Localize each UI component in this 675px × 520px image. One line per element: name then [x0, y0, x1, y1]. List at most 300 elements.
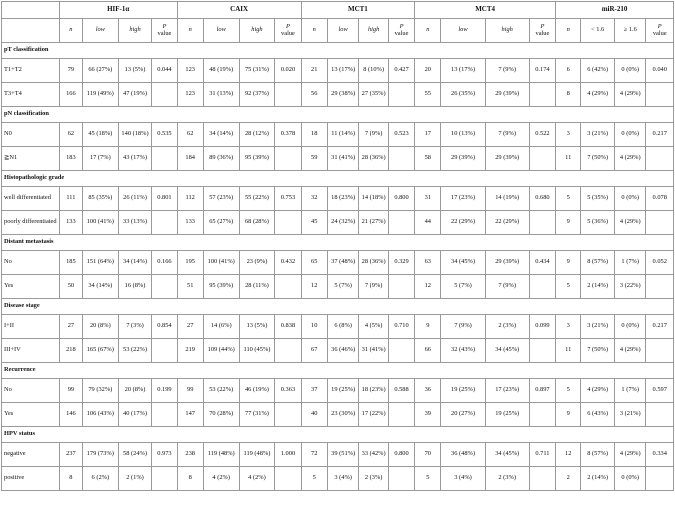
table-cell: 18 — [301, 123, 327, 147]
subheader-p-value-caix — [275, 19, 301, 43]
table-cell: 7 (50%) — [581, 339, 615, 363]
table-row — [2, 59, 674, 83]
table-row — [2, 275, 674, 299]
table-cell: 12 — [556, 443, 581, 467]
table-cell: 20 — [415, 59, 441, 83]
table-cell: 0.854 — [152, 315, 177, 339]
table-cell: 6 (43%) — [581, 403, 615, 427]
table-row — [2, 123, 674, 147]
table-cell: 29 (39%) — [485, 251, 529, 275]
table-cell: 6 (42%) — [581, 59, 615, 83]
table-cell: 9 — [556, 403, 581, 427]
table-cell: 11 — [556, 147, 581, 171]
p-letter: P — [540, 22, 545, 30]
group-header-mct1: MCT1 — [301, 2, 415, 19]
table-cell: 28 (11%) — [239, 275, 275, 299]
table-cell: 5 (36%) — [581, 211, 615, 235]
section-title: Distant metastasis — [2, 235, 674, 251]
subheader-low-caix: low — [203, 19, 239, 43]
table-cell: 4 (29%) — [581, 379, 615, 403]
table-cell: 2 (3%) — [359, 467, 388, 491]
table-cell: 28 (12%) — [239, 123, 275, 147]
table-cell: 28 (36%) — [359, 251, 388, 275]
table-cell: 95 (39%) — [203, 275, 239, 299]
table-cell: 33 (13%) — [118, 211, 152, 235]
p-letter: P — [399, 22, 404, 30]
subheader-high-hif1a: high — [118, 19, 152, 43]
table-row — [2, 379, 674, 403]
table-cell: 68 (28%) — [239, 211, 275, 235]
section-row — [2, 43, 674, 59]
section-row — [2, 427, 674, 443]
subheader-p-value-mct1 — [388, 19, 414, 43]
table-cell: 53 (22%) — [118, 339, 152, 363]
p-letter: P — [162, 22, 167, 30]
table-cell: 19 (25%) — [485, 403, 529, 427]
subheader-n-hif1a: n — [59, 19, 82, 43]
table-cell: 43 (17%) — [118, 147, 152, 171]
section-row — [2, 235, 674, 251]
section-row — [2, 299, 674, 315]
table-cell: 16 (8%) — [118, 275, 152, 299]
table-cell: 0.973 — [152, 443, 177, 467]
table-cell: 3 (22%) — [614, 275, 646, 299]
table-cell: 2 — [556, 467, 581, 491]
table-cell: 9 — [556, 211, 581, 235]
table-cell: 34 (14%) — [203, 123, 239, 147]
table-cell — [646, 403, 674, 427]
table-cell: 77 (31%) — [239, 403, 275, 427]
table-cell: 0.432 — [275, 251, 301, 275]
table-cell: 7 (3%) — [118, 315, 152, 339]
table-cell — [529, 467, 555, 491]
table-cell: 31 — [415, 187, 441, 211]
table-cell: 100 (41%) — [203, 251, 239, 275]
table-cell: 0.217 — [646, 123, 674, 147]
table-cell: 6 — [556, 59, 581, 83]
table-cell: 8 (57%) — [581, 443, 615, 467]
table-cell — [529, 403, 555, 427]
table-row — [2, 467, 674, 491]
table-cell: 0.378 — [275, 123, 301, 147]
table-cell — [529, 275, 555, 299]
table-cell: 238 — [177, 443, 203, 467]
table-cell: 27 — [177, 315, 203, 339]
table-cell — [275, 467, 301, 491]
table-cell: 65 — [301, 251, 327, 275]
table-cell: 0 (0%) — [614, 315, 646, 339]
header-row-subcolumns — [2, 19, 674, 43]
table-cell: 14 (6%) — [203, 315, 239, 339]
table-cell: 34 (45%) — [485, 339, 529, 363]
table-cell: 0.099 — [529, 315, 555, 339]
table-cell: 51 — [177, 275, 203, 299]
table-cell: 34 (45%) — [485, 443, 529, 467]
table-cell: 0.535 — [152, 123, 177, 147]
table-cell: 13 (17%) — [441, 59, 485, 83]
table-cell: 18 (23%) — [359, 379, 388, 403]
table-cell: 0 (0%) — [614, 467, 646, 491]
table-cell — [388, 467, 414, 491]
table-cell: 4 (29%) — [614, 147, 646, 171]
table-cell — [275, 339, 301, 363]
table-cell: 5 — [556, 379, 581, 403]
table-cell: 4 (2%) — [203, 467, 239, 491]
table-cell: 0.078 — [646, 187, 674, 211]
section-title: Histopathologic grade — [2, 171, 674, 187]
table-cell: 72 — [301, 443, 327, 467]
table-cell: 56 — [301, 83, 327, 107]
table-cell: 6 (8%) — [327, 315, 359, 339]
table-cell: 23 (9%) — [239, 251, 275, 275]
subheader-high-mct1: high — [359, 19, 388, 43]
table-row — [2, 403, 674, 427]
table-cell: 7 (9%) — [359, 275, 388, 299]
corner-cell — [2, 2, 60, 19]
table-cell: 0 (0%) — [614, 59, 646, 83]
table-cell: 55 — [415, 83, 441, 107]
table-cell: 12 — [415, 275, 441, 299]
table-cell: 146 — [59, 403, 82, 427]
table-cell: 29 (39%) — [485, 83, 529, 107]
value-word: value — [394, 29, 409, 37]
table-row — [2, 83, 674, 107]
table-cell: 0.680 — [529, 187, 555, 211]
table-cell: 5 (7%) — [327, 275, 359, 299]
table-cell: 46 (19%) — [239, 379, 275, 403]
table-cell: 100 (41%) — [82, 211, 118, 235]
table-cell: 9 — [415, 315, 441, 339]
table-cell: 26 (35%) — [441, 83, 485, 107]
table-cell: 119 (49%) — [82, 83, 118, 107]
table-cell: 65 (27%) — [203, 211, 239, 235]
table-cell: 110 (45%) — [239, 339, 275, 363]
table-cell — [388, 211, 414, 235]
table-cell: 0.897 — [529, 379, 555, 403]
table-cell: 36 — [415, 379, 441, 403]
subheader-n-mct4: n — [415, 19, 441, 43]
table-cell: 79 — [59, 59, 82, 83]
table-cell: 3 (21%) — [614, 403, 646, 427]
table-cell: 4 (2%) — [239, 467, 275, 491]
table-cell: 48 (19%) — [203, 59, 239, 83]
table-cell: 4 (29%) — [614, 443, 646, 467]
table-cell: 20 (8%) — [118, 379, 152, 403]
subheader-low-mct4: low — [441, 19, 485, 43]
row-label: positive — [2, 467, 60, 491]
table-cell: 0.166 — [152, 251, 177, 275]
table-cell — [152, 147, 177, 171]
table-cell — [388, 275, 414, 299]
table-cell: 179 (73%) — [82, 443, 118, 467]
row-label: Yes — [2, 275, 60, 299]
table-cell: 109 (44%) — [203, 339, 239, 363]
table-row — [2, 211, 674, 235]
table-cell — [275, 83, 301, 107]
section-title: Recurrence — [2, 363, 674, 379]
table-cell: 8 — [177, 467, 203, 491]
table-cell: 95 (39%) — [239, 147, 275, 171]
table-cell: 39 — [415, 403, 441, 427]
subheader-high-mct4: high — [485, 19, 529, 43]
table-cell: 0.427 — [388, 59, 414, 83]
table-cell — [646, 467, 674, 491]
table-cell — [275, 403, 301, 427]
row-label: ≧N1 — [2, 147, 60, 171]
table-cell: 24 (32%) — [327, 211, 359, 235]
table-cell: 0.329 — [388, 251, 414, 275]
table-cell: 21 (27%) — [359, 211, 388, 235]
table-cell: 47 (19%) — [118, 83, 152, 107]
table-cell: 4 (29%) — [581, 83, 615, 107]
table-cell: 63 — [415, 251, 441, 275]
table-cell: 5 — [556, 275, 581, 299]
value-word: value — [652, 29, 667, 37]
table-cell: 31 (13%) — [203, 83, 239, 107]
table-cell: 3 — [556, 123, 581, 147]
table-cell: 34 (45%) — [441, 251, 485, 275]
table-cell: 19 (25%) — [327, 379, 359, 403]
table-cell: 12 — [301, 275, 327, 299]
table-cell: 8 — [556, 83, 581, 107]
table-cell: 13 (5%) — [118, 59, 152, 83]
table-cell: 0.710 — [388, 315, 414, 339]
table-cell — [388, 403, 414, 427]
table-cell: 26 (11%) — [118, 187, 152, 211]
table-cell: 13 (17%) — [327, 59, 359, 83]
table-cell — [152, 275, 177, 299]
table-cell: 8 (10%) — [359, 59, 388, 83]
table-cell: 166 — [59, 83, 82, 107]
table-cell: 23 (30%) — [327, 403, 359, 427]
table-cell: 218 — [59, 339, 82, 363]
corner-cell — [2, 19, 60, 43]
table-cell: 85 (35%) — [82, 187, 118, 211]
table-cell: 67 — [301, 339, 327, 363]
table-cell — [646, 83, 674, 107]
table-cell: 1 (7%) — [614, 251, 646, 275]
table-cell — [388, 339, 414, 363]
table-cell — [152, 339, 177, 363]
table-row — [2, 251, 674, 275]
table-cell: 5 (7%) — [441, 275, 485, 299]
table-body — [2, 43, 674, 491]
table-row — [2, 315, 674, 339]
row-label: No — [2, 379, 60, 403]
table-cell: 3 (21%) — [581, 315, 615, 339]
table-cell — [388, 83, 414, 107]
section-title: HPV status — [2, 427, 674, 443]
table-cell: 185 — [59, 251, 82, 275]
subheader-p-value-mir210 — [646, 19, 674, 43]
table-cell: 0.434 — [529, 251, 555, 275]
table-cell: 18 (23%) — [327, 187, 359, 211]
table-cell: 147 — [177, 403, 203, 427]
results-table — [1, 1, 674, 491]
table-cell: 32 — [301, 187, 327, 211]
group-header-mct4: MCT4 — [415, 2, 556, 19]
table-cell: 0 (0%) — [614, 123, 646, 147]
row-label: I+II — [2, 315, 60, 339]
table-cell: 0.753 — [275, 187, 301, 211]
table-row — [2, 443, 674, 467]
table-cell: 57 (23%) — [203, 187, 239, 211]
row-label: well differentiated — [2, 187, 60, 211]
table-cell: 89 (36%) — [203, 147, 239, 171]
table-cell: 70 — [415, 443, 441, 467]
table-cell: 0.174 — [529, 59, 555, 83]
section-title: pT classification — [2, 43, 674, 59]
table-cell: 6 (2%) — [82, 467, 118, 491]
table-cell: 3 (21%) — [581, 123, 615, 147]
value-word: value — [535, 29, 550, 37]
table-cell: 44 — [415, 211, 441, 235]
table-cell: 1.000 — [275, 443, 301, 467]
row-label: negative — [2, 443, 60, 467]
table-cell: 50 — [59, 275, 82, 299]
p-letter: P — [657, 22, 662, 30]
table-cell: 34 (14%) — [118, 251, 152, 275]
table-cell: 0.800 — [388, 187, 414, 211]
table-cell: 133 — [177, 211, 203, 235]
section-row — [2, 363, 674, 379]
table-cell: 9 — [556, 251, 581, 275]
table-cell — [529, 211, 555, 235]
table-cell: 34 (14%) — [82, 275, 118, 299]
subheader-low-mct1: low — [327, 19, 359, 43]
row-label: Yes — [2, 403, 60, 427]
table-cell: 0.522 — [529, 123, 555, 147]
table-cell: 2 (3%) — [485, 467, 529, 491]
table-cell: 184 — [177, 147, 203, 171]
table-cell: 4 (5%) — [359, 315, 388, 339]
table-cell: 31 (41%) — [327, 147, 359, 171]
table-cell: 219 — [177, 339, 203, 363]
table-cell — [646, 211, 674, 235]
table-cell: 5 — [301, 467, 327, 491]
table-cell: 0.020 — [275, 59, 301, 83]
table-cell: 140 (18%) — [118, 123, 152, 147]
table-cell — [152, 211, 177, 235]
table-cell: 20 (27%) — [441, 403, 485, 427]
table-cell: 33 (42%) — [359, 443, 388, 467]
row-label: No — [2, 251, 60, 275]
table-cell: 37 — [301, 379, 327, 403]
table-cell: 4 (29%) — [614, 211, 646, 235]
row-label: T1+T2 — [2, 59, 60, 83]
table-cell: 40 — [301, 403, 327, 427]
subheader-n-mir210: n — [556, 19, 581, 43]
table-cell: 0 (0%) — [614, 187, 646, 211]
table-cell — [275, 211, 301, 235]
table-cell: 5 (35%) — [581, 187, 615, 211]
table-cell — [646, 147, 674, 171]
table-cell: 70 (28%) — [203, 403, 239, 427]
table-cell: 0.800 — [388, 443, 414, 467]
table-cell: 19 (25%) — [441, 379, 485, 403]
table-cell: 22 (29%) — [441, 211, 485, 235]
table-cell: 3 (4%) — [327, 467, 359, 491]
table-cell: 4 (29%) — [614, 83, 646, 107]
table-cell: 29 (39%) — [441, 147, 485, 171]
table-cell: 17 (7%) — [82, 147, 118, 171]
table-cell: 165 (67%) — [82, 339, 118, 363]
table-cell: 123 — [177, 59, 203, 83]
value-word: value — [281, 29, 295, 37]
section-title: Disease stage — [2, 299, 674, 315]
table-cell: 75 (31%) — [239, 59, 275, 83]
table-cell — [152, 83, 177, 107]
row-label: T3+T4 — [2, 83, 60, 107]
table-cell: 55 (22%) — [239, 187, 275, 211]
table-cell: 27 — [59, 315, 82, 339]
table-cell: 14 (18%) — [359, 187, 388, 211]
table-cell: 0.588 — [388, 379, 414, 403]
table-cell — [152, 467, 177, 491]
table-cell: 119 (48%) — [239, 443, 275, 467]
table-cell: 106 (43%) — [82, 403, 118, 427]
table-cell: 13 (5%) — [239, 315, 275, 339]
table-cell: 36 (46%) — [327, 339, 359, 363]
table-cell: 0.052 — [646, 251, 674, 275]
table-cell: 111 — [59, 187, 82, 211]
table-cell: 0.044 — [152, 59, 177, 83]
table-cell: 0.801 — [152, 187, 177, 211]
subheader-low-mir210: < 1.6 — [581, 19, 615, 43]
table-cell: 112 — [177, 187, 203, 211]
subheader-n-mct1: n — [301, 19, 327, 43]
group-header-mir210: miR-210 — [556, 2, 674, 19]
table-cell: 10 (13%) — [441, 123, 485, 147]
table-cell — [388, 147, 414, 171]
section-title: pN classification — [2, 107, 674, 123]
table-cell: 0.711 — [529, 443, 555, 467]
table-cell: 17 (23%) — [485, 379, 529, 403]
table-cell: 21 — [301, 59, 327, 83]
table-cell: 4 (29%) — [614, 339, 646, 363]
table-cell — [152, 403, 177, 427]
table-cell: 58 (24%) — [118, 443, 152, 467]
table-cell: 36 (48%) — [441, 443, 485, 467]
table-cell: 10 — [301, 315, 327, 339]
table-cell — [529, 339, 555, 363]
table-cell: 3 (4%) — [441, 467, 485, 491]
subheader-n-caix: n — [177, 19, 203, 43]
table-row — [2, 147, 674, 171]
table-cell: 17 (23%) — [441, 187, 485, 211]
table-cell: 0.199 — [152, 379, 177, 403]
table-cell: 31 (41%) — [359, 339, 388, 363]
table-cell: 0.217 — [646, 315, 674, 339]
table-cell: 0.597 — [646, 379, 674, 403]
table-cell: 20 (8%) — [82, 315, 118, 339]
table-cell: 62 — [177, 123, 203, 147]
table-cell: 7 (9%) — [485, 123, 529, 147]
table-cell: 29 (38%) — [327, 83, 359, 107]
table-cell: 39 (51%) — [327, 443, 359, 467]
table-cell: 7 (9%) — [485, 275, 529, 299]
p-letter: P — [286, 22, 290, 30]
table-cell: 17 — [415, 123, 441, 147]
table-cell: 45 — [301, 211, 327, 235]
table-cell: 2 (1%) — [118, 467, 152, 491]
header-row-markers — [2, 2, 674, 19]
table-cell: 7 (50%) — [581, 147, 615, 171]
table-cell: 151 (64%) — [82, 251, 118, 275]
group-header-hif1a: HIF-1α — [59, 2, 177, 19]
table-cell: 195 — [177, 251, 203, 275]
table-cell: 99 — [177, 379, 203, 403]
